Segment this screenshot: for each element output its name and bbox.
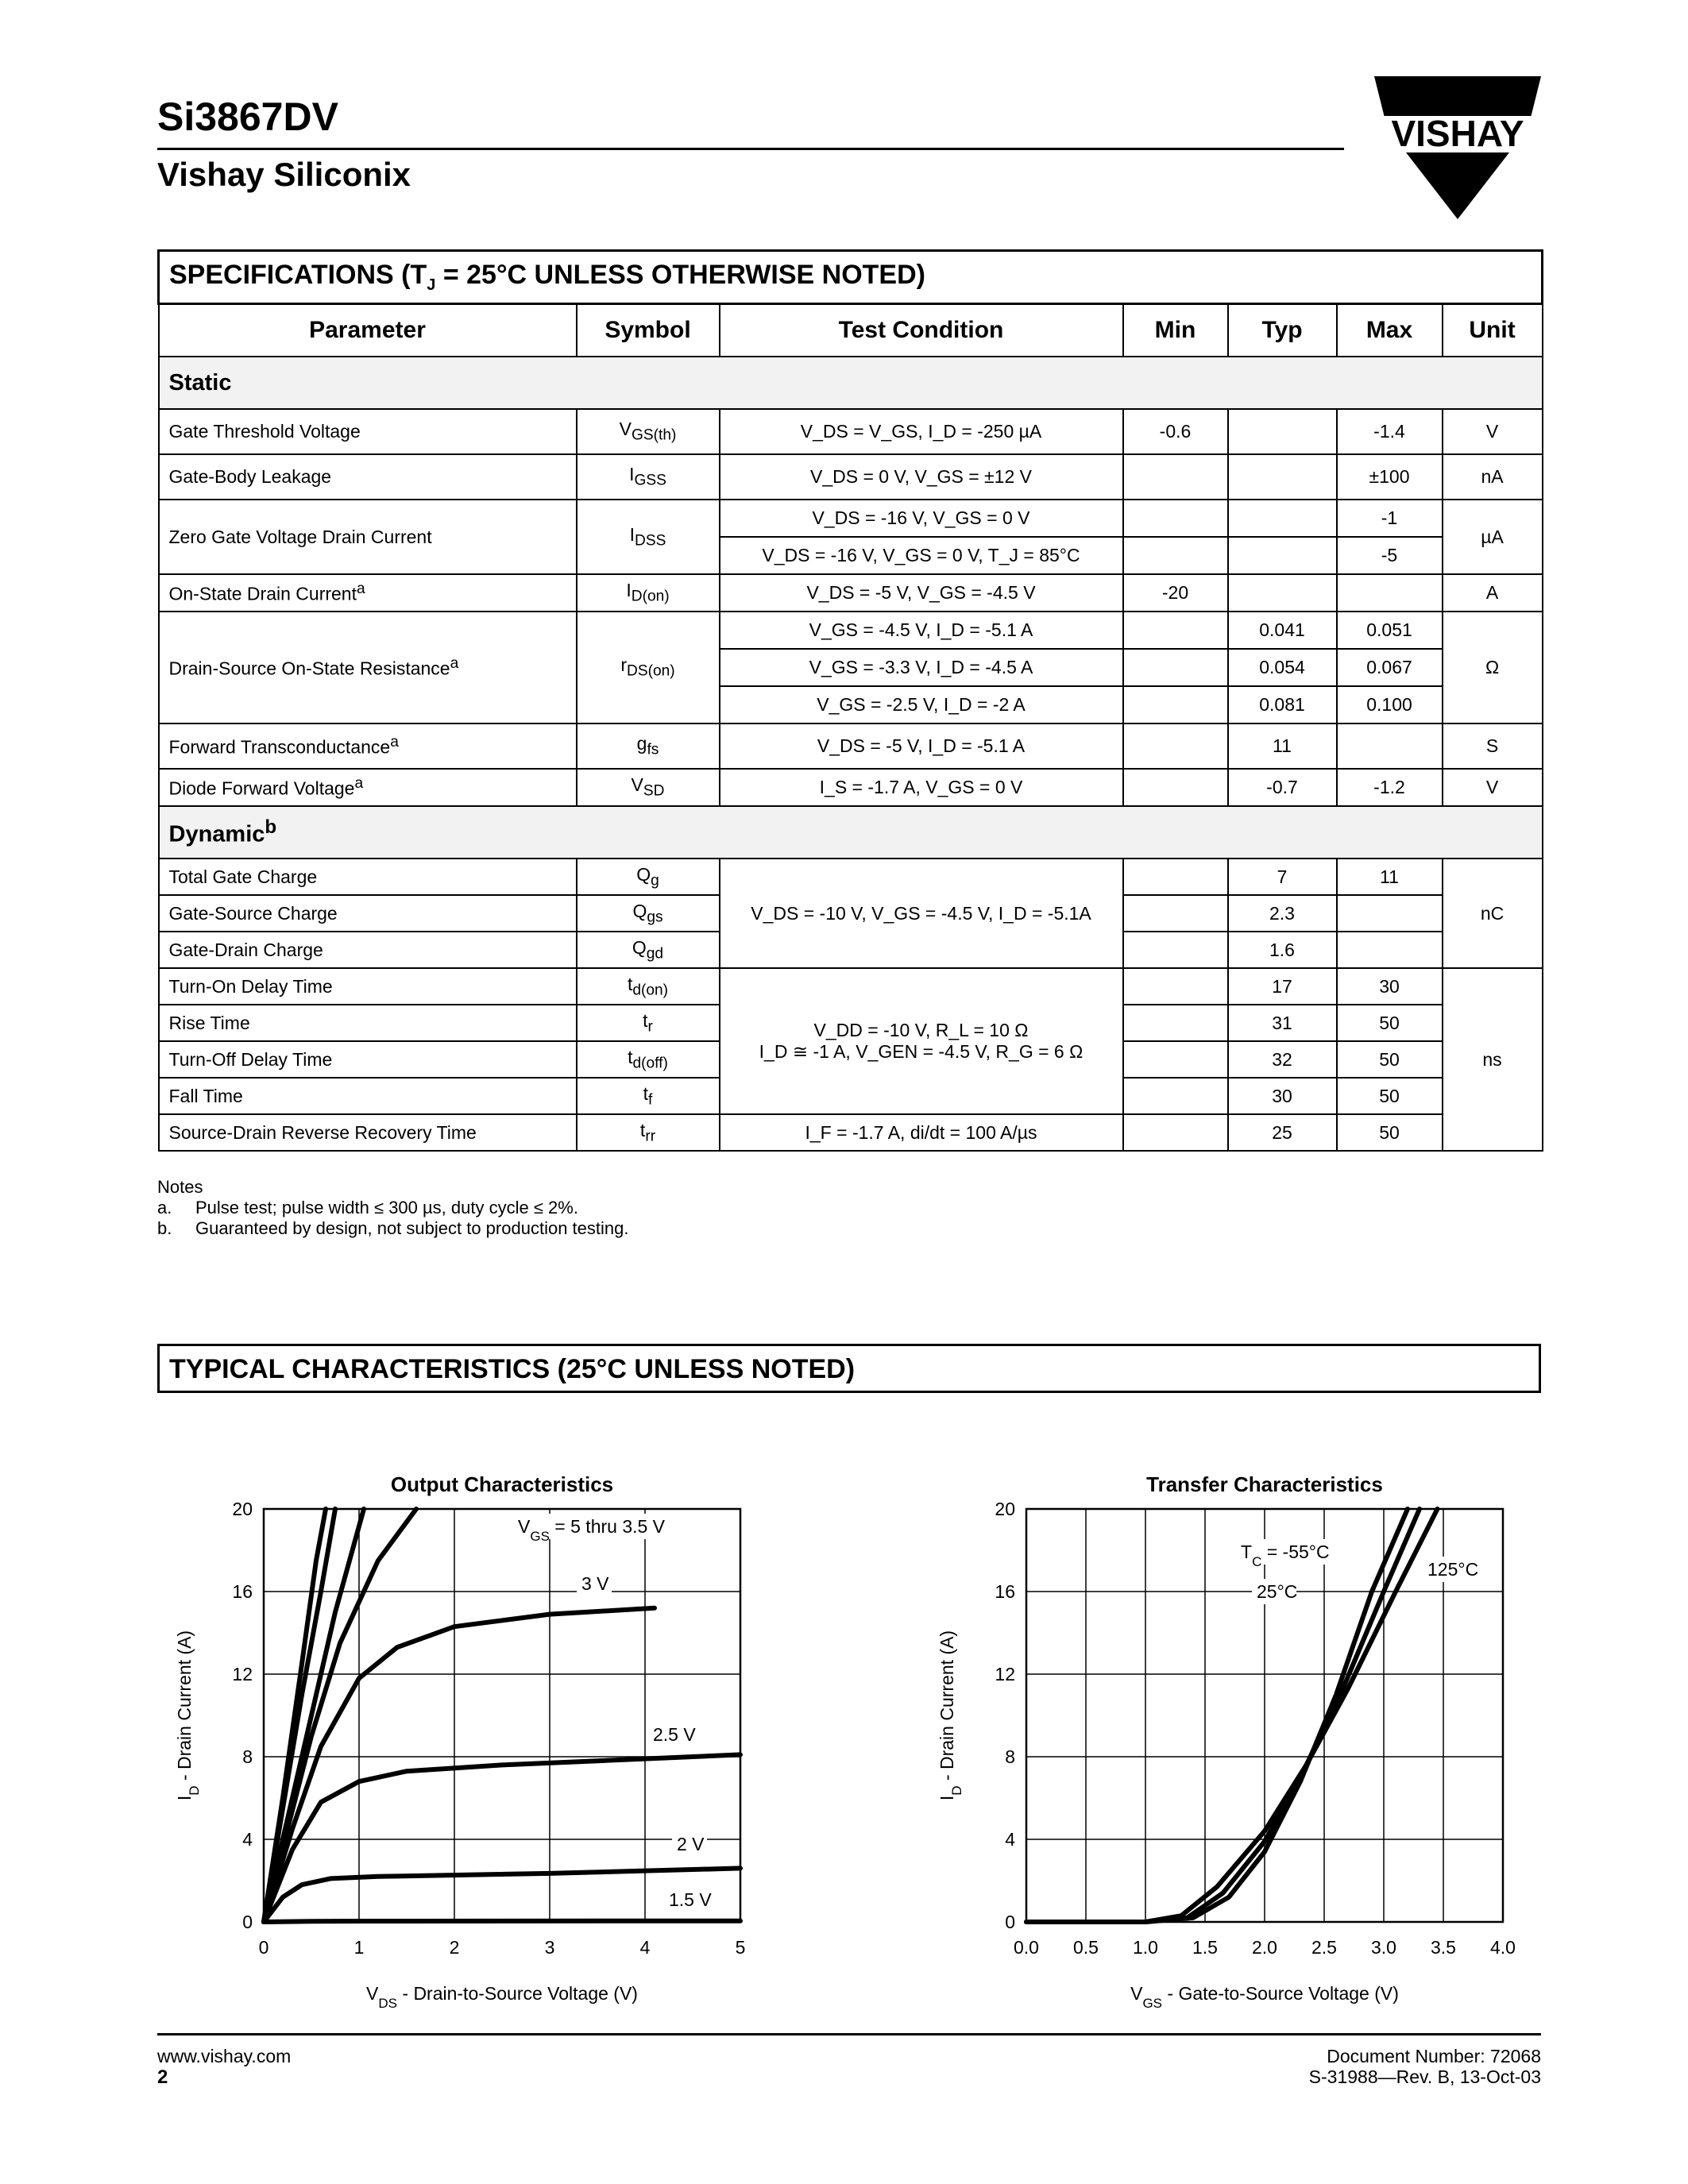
series-label: 2.5 V: [653, 1724, 696, 1745]
col-max: Max: [1337, 304, 1443, 357]
notes: [157, 1177, 628, 1239]
series-label: $V_{GS} = 5$ thru 3.5 V: [518, 1516, 666, 1544]
x-tick-label: 1.0: [1133, 1937, 1158, 1958]
vishay-logo: [1374, 76, 1541, 219]
page-number: 2: [157, 2066, 168, 2088]
table-row: Turn-On Delay Time $t_{d(on)}$ V_DD = -10 V, R_L = 10 Ω I_D ≅ -1 A, V_GEN = -4.5 V, R_G = 6 Ω 17 30 ns: [159, 968, 1543, 1005]
typical-characteristics-title: TYPICAL CHARACTERISTICS (25°C UNLESS NOTED): [169, 1354, 856, 1384]
note-b: b. Guaranteed by design, not subject to production testing.: [157, 1218, 629, 1238]
table-row: Gate-Source Charge $Q_{gs}$ 2.3: [159, 895, 1543, 932]
y-tick-label: 20: [232, 1499, 253, 1519]
table-row: Gate-Body Leakage $I_{GSS}$ V_DS = 0 V, V_GS = ±12 V ±100 nA: [159, 454, 1543, 500]
x-tick-label: 1: [353, 1937, 365, 1958]
col-min: Min: [1123, 304, 1228, 357]
col-typ: Typ: [1228, 304, 1337, 357]
y-tick-label: 16: [995, 1581, 1015, 1602]
x-tick-label: 4: [639, 1937, 651, 1958]
x-tick-label: 0.0: [1014, 1937, 1039, 1958]
logo-text: VISHAY: [1391, 113, 1524, 154]
table-row: Drain-Source On-State Resistance$^a$ $r_{DS(on)}$ V_GS = -4.5 V, I_D = -5.1 A 0.041 0.051 Ω: [159, 612, 1543, 649]
x-tick-label: 3: [544, 1937, 555, 1958]
table-row: Rise Time $t_r$ 31 50: [159, 1005, 1543, 1041]
part-number: Si3867DV: [157, 95, 338, 139]
y-tick-label: 0: [242, 1912, 253, 1932]
table-row: V_GS = -3.3 V, I_D = -4.5 A 0.054 0.067: [159, 649, 1543, 686]
col-parameter: Parameter: [159, 304, 577, 357]
chart-title: Transfer Characteristics: [1146, 1472, 1383, 1496]
x-axis-label: $V_{DS}$ - Drain-to-Source Voltage (V): [366, 1983, 638, 2011]
transfer-characteristics-chart: [921, 1461, 1557, 2017]
y-axis-label: $I_D$ - Drain Current (A): [937, 1630, 964, 1801]
table-row: Total Gate Charge $Q_g$ V_DS = -10 V, V_GS = -4.5 V, I_D = -5.1A 7 11 nC: [159, 859, 1543, 895]
table-row: Turn-Off Delay Time $t_{d(off)}$ 32 50: [159, 1041, 1543, 1078]
document-number: Document Number: 72068: [1327, 2046, 1541, 2066]
output-characteristics-chart: [159, 1461, 794, 2017]
x-tick-label: 0.5: [1073, 1937, 1099, 1958]
series-label: $T_C = -55^\circ C$: [1241, 1542, 1330, 1569]
table-row: Gate Threshold Voltage $V_{GS(th)}$ V_DS = V_GS, I_D = -250 µA -0.6 -1.4 V: [159, 409, 1543, 454]
y-tick-label: 0: [1005, 1912, 1015, 1932]
footer-website: www.vishay.com: [157, 2046, 292, 2066]
y-tick-label: 12: [995, 1664, 1015, 1684]
series-line: [264, 1509, 335, 1922]
header-rule: [157, 148, 1344, 150]
series-line: [1026, 1509, 1408, 1922]
col-unit: Unit: [1443, 304, 1543, 357]
table-row: On-State Drain Current$^a$ $I_{D(on)}$ V_DS = -5 V, V_GS = -4.5 V -20 A: [159, 574, 1543, 612]
series-label: 2 V: [677, 1834, 705, 1854]
y-tick-label: 20: [995, 1499, 1015, 1519]
x-tick-label: 0: [258, 1937, 269, 1958]
y-axis-label: $I_D$ - Drain Current (A): [174, 1630, 202, 1801]
y-tick-label: 8: [242, 1746, 253, 1767]
section-dynamic: Dynamic$^b$: [159, 806, 1543, 859]
section-static: Static: [159, 357, 1543, 409]
revision: S-31988—Rev. B, 13-Oct-03: [1308, 2066, 1541, 2087]
series-label: 1.5 V: [669, 1889, 712, 1910]
x-tick-label: 1.5: [1192, 1937, 1218, 1958]
table-row: Forward Transconductance$^a$ $g_{fs}$ V_DS = -5 V, I_D = -5.1 A 11 S: [159, 723, 1543, 769]
specifications-title: SPECIFICATIONS ($T_J = 25^\circ C$ UNLESS OTHERWISE NOTED): [159, 251, 1543, 304]
x-tick-label: 2.0: [1252, 1937, 1277, 1958]
y-tick-label: 16: [232, 1581, 253, 1602]
chart-title: Output Characteristics: [390, 1472, 614, 1496]
x-axis-label: $V_{GS}$ - Gate-to-Source Voltage (V): [1130, 1983, 1399, 2011]
x-tick-label: 3.0: [1371, 1937, 1396, 1958]
plot-frame: [264, 1509, 740, 1922]
x-tick-label: 5: [735, 1937, 746, 1958]
x-tick-label: 2.5: [1311, 1937, 1337, 1958]
series-label: 125°C: [1427, 1559, 1479, 1580]
typical-characteristics-header: [157, 1344, 1541, 1393]
series-label: 25°C: [1257, 1581, 1298, 1602]
y-tick-label: 4: [1005, 1829, 1015, 1850]
y-tick-label: 8: [1005, 1746, 1015, 1767]
notes-heading: Notes: [157, 1177, 203, 1197]
y-tick-label: 4: [242, 1829, 253, 1850]
x-tick-label: 3.5: [1431, 1937, 1456, 1958]
specifications-table: [157, 249, 1543, 1152]
x-tick-label: 4.0: [1490, 1937, 1516, 1958]
series-line: [1026, 1509, 1438, 1922]
series-label: 3 V: [581, 1573, 609, 1594]
y-tick-label: 12: [232, 1664, 253, 1684]
x-tick-label: 2: [449, 1937, 460, 1958]
footer-rule: [157, 2033, 1541, 2035]
table-row: Gate-Drain Charge $Q_{gd}$ 1.6: [159, 932, 1543, 968]
col-test-condition: Test Condition: [720, 304, 1123, 357]
note-a: a. Pulse test; pulse width ≤ 300 µs, duty cycle ≤ 2%.: [157, 1198, 578, 1217]
table-row: Source-Drain Reverse Recovery Time $t_{rr}$ I_F = -1.7 A, di/dt = 100 A/µs 25 50: [159, 1114, 1543, 1151]
table-row: Fall Time $t_f$ 30 50: [159, 1078, 1543, 1114]
company-name: Vishay Siliconix: [157, 156, 411, 193]
table-row: Zero Gate Voltage Drain Current $I_{DSS}$ V_DS = -16 V, V_GS = 0 V -1 µA: [159, 500, 1543, 537]
col-symbol: Symbol: [577, 304, 720, 357]
table-row: Diode Forward Voltage$^a$ $V_{SD}$ I_S = -1.7 A, V_GS = 0 V -0.7 -1.2 V: [159, 769, 1543, 806]
series-line: [264, 1921, 740, 1922]
table-row: V_GS = -2.5 V, I_D = -2 A 0.081 0.100: [159, 686, 1543, 723]
table-row: V_DS = -16 V, V_GS = 0 V, T_J = 85°C -5: [159, 537, 1543, 574]
